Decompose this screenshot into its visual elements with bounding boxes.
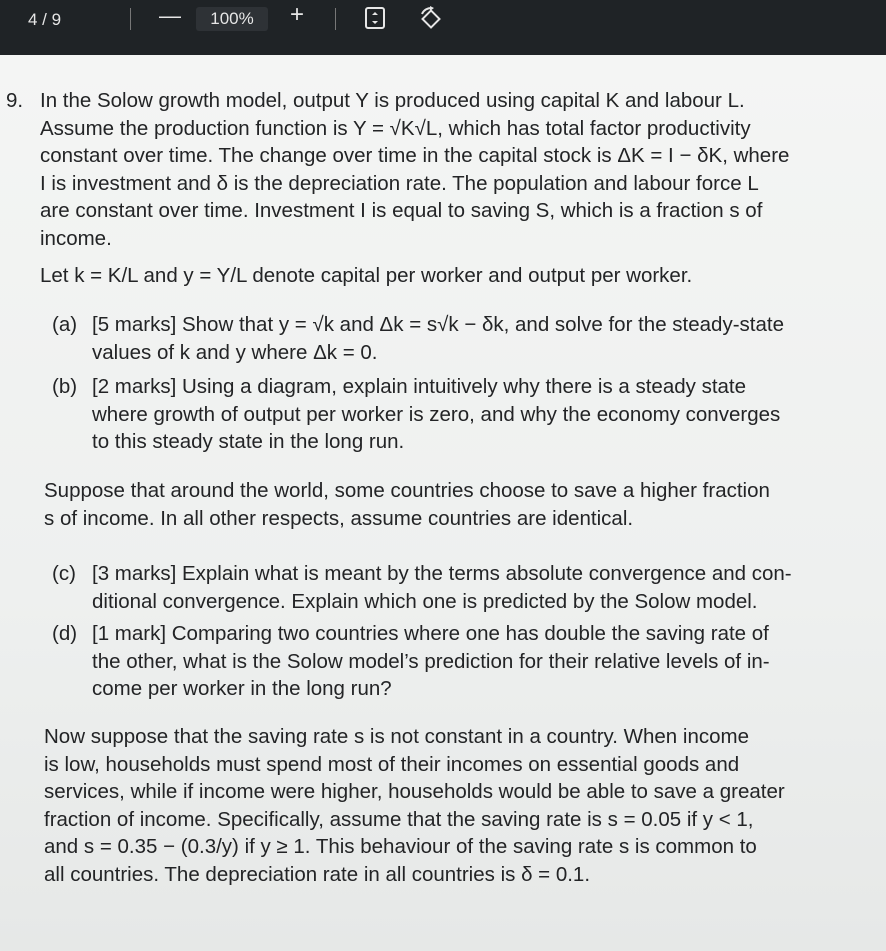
zoom-in-button[interactable]: + xyxy=(290,1,305,28)
page-counter[interactable]: 4 / 9 xyxy=(28,10,62,29)
text-line: values of k and y where Δk = 0. xyxy=(92,340,378,364)
text-line: Now suppose that the saving rate s is not constant in a country. When income xyxy=(44,725,749,748)
text-line: and s = 0.35 − (0.3/y) if y ≥ 1. This behaviour of the saving rate s is common to xyxy=(44,835,757,858)
question-intro xyxy=(40,87,789,252)
now-paragraph xyxy=(44,723,785,888)
text-line: income. xyxy=(40,226,112,250)
rotate-icon[interactable] xyxy=(418,6,444,37)
zoom-level-field[interactable]: 100% xyxy=(196,7,268,31)
text-line: s of income. In all other respects, assume countries are identical. xyxy=(44,506,634,530)
document-page xyxy=(0,55,886,951)
text-line: I is investment and δ is the depreciation rate. The population and labour force L xyxy=(40,171,759,195)
toolbar-divider xyxy=(335,8,336,30)
part-b xyxy=(52,373,780,456)
text-line: [5 marks] Show that y = √k and Δk = s√k − δk, and solve for the steady-state xyxy=(92,313,784,336)
text-line: Assume the production function is Y = √K√L, which has total factor productivity xyxy=(40,116,751,140)
part-d xyxy=(52,620,770,703)
text-line: [2 marks] Using a diagram, explain intuitively why there is a steady state xyxy=(92,375,747,398)
text-line: ditional convergence. Explain which one is predicted by the Solow model. xyxy=(92,589,758,613)
part-c xyxy=(52,560,792,615)
part-label: (d) xyxy=(52,622,78,645)
text-line: is low, households must spend most of their incomes on essential goods and xyxy=(44,752,740,776)
text-line: constant over time. The change over time in the capital stock is ΔK = I − δK, where xyxy=(40,144,790,167)
text-line: [1 mark] Comparing two countries where one has double the saving rate of xyxy=(92,622,769,645)
zoom-out-button[interactable]: — xyxy=(159,3,181,28)
text-line: where growth of output per worker is zero, and why the economy converges xyxy=(92,402,781,426)
text-line: come per worker in the long run? xyxy=(92,677,392,700)
text-line: [3 marks] Explain what is meant by the terms absolute convergence and con- xyxy=(92,562,792,585)
text-line: services, while if income were higher, households would be able to save a greater xyxy=(44,780,785,803)
toolbar-divider xyxy=(130,8,131,30)
part-a xyxy=(52,311,784,366)
part-label: (a) xyxy=(52,313,78,336)
text-line: to this steady state in the long run. xyxy=(92,430,405,453)
part-label: (c) xyxy=(52,562,76,585)
text-line: Let k = K/L and y = Y/L denote capital per worker and output per worker. xyxy=(40,264,693,287)
definition-line xyxy=(40,262,692,290)
text-line: fraction of income. Specifically, assume that the saving rate is s = 0.05 if y < 1, xyxy=(44,807,754,831)
text-line: In the Solow growth model, output Y is produced using capital K and labour L. xyxy=(40,89,745,112)
part-label: (b) xyxy=(52,375,78,398)
pdf-toolbar xyxy=(0,0,886,55)
text-line: the other, what is the Solow model’s prediction for their relative levels of in- xyxy=(92,649,770,673)
fit-to-page-icon[interactable] xyxy=(364,6,386,35)
text-line: are constant over time. Investment I is equal to saving S, which is a fraction s of xyxy=(40,199,763,222)
text-line: Suppose that around the world, some countries choose to save a higher fraction xyxy=(44,479,770,502)
text-line: all countries. The depreciation rate in all countries is δ = 0.1. xyxy=(44,862,591,886)
suppose-paragraph xyxy=(44,477,770,532)
question-number: 9. xyxy=(6,89,24,112)
